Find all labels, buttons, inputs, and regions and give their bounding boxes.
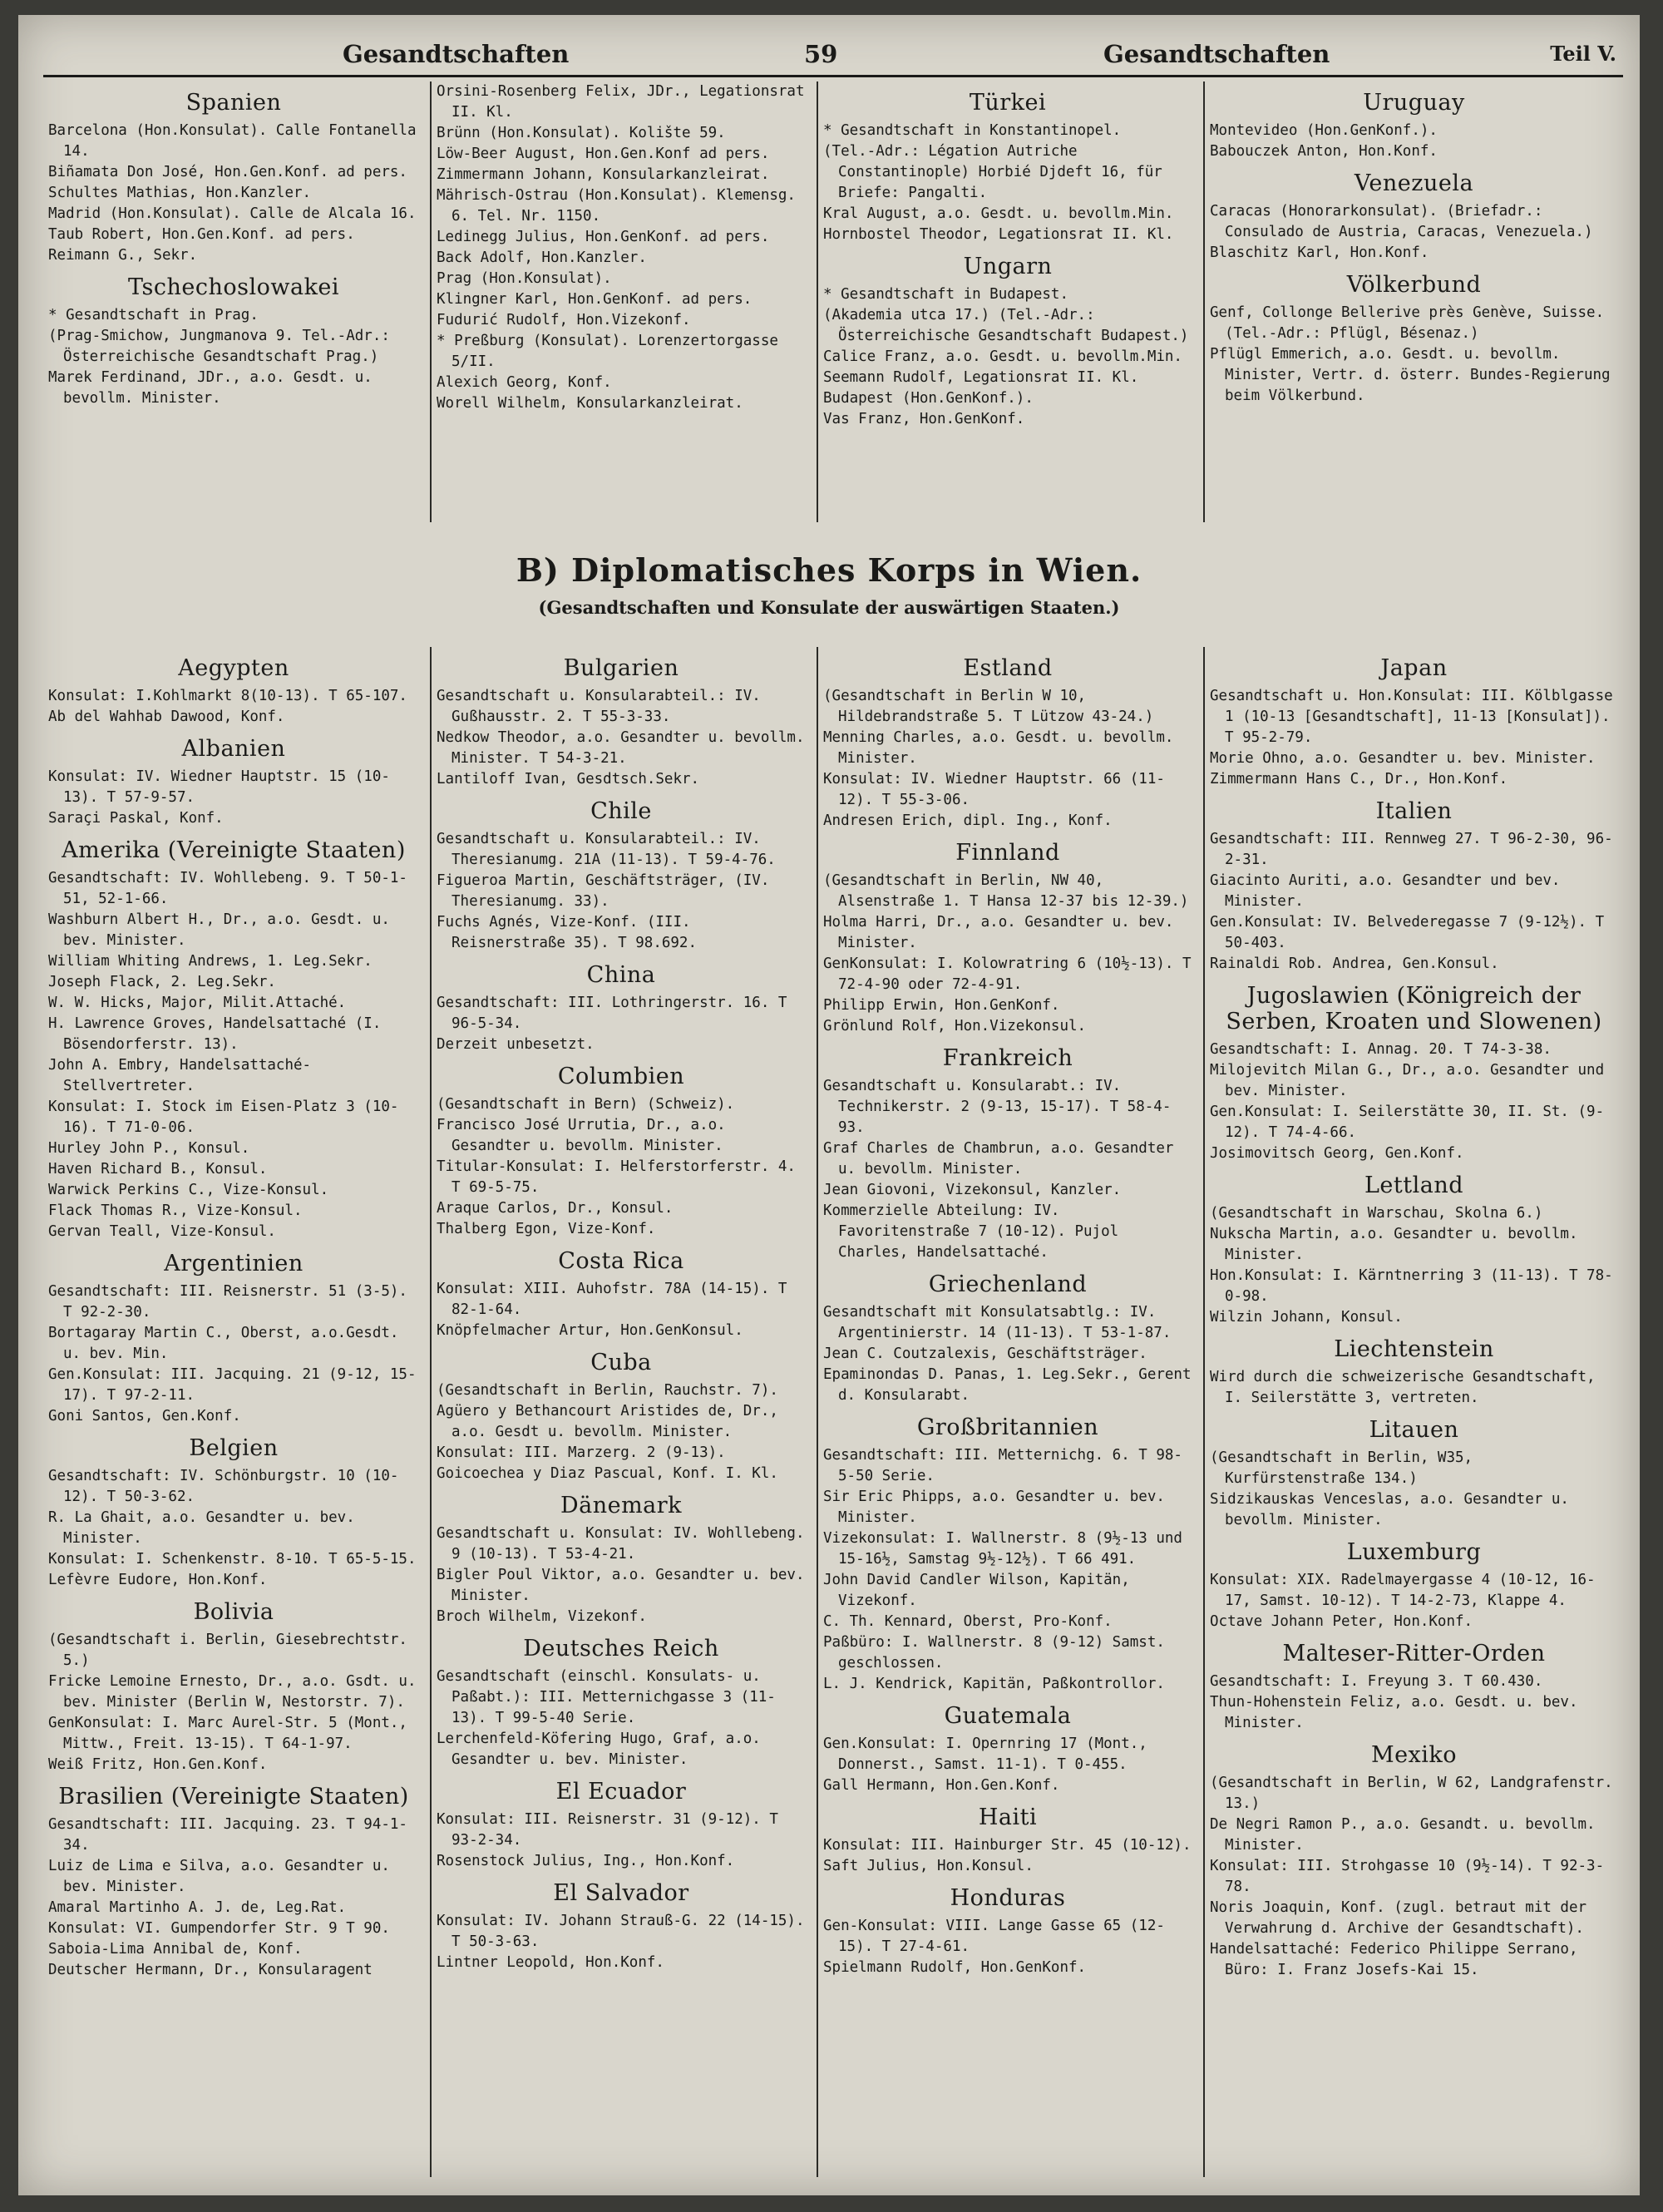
directory-entry: Gesandtschaft: III. Metternichg. 6. T 98-5-50 Serie. xyxy=(823,1447,1182,1484)
directory-entry: Genf, Collonge Bellerive près Genève, Suisse. (Tel.-Adr.: Pflügl, Bésenaz.) xyxy=(1210,304,1605,342)
directory-entry: Konsulat: I. Stock im Eisen-Platz 3 (10-16). T 71-0-06. xyxy=(48,1099,399,1136)
country-heading: Haiti xyxy=(978,1805,1038,1830)
directory-entry: Handelsattaché: Federico Philippe Serrano, Büro: I. Franz Josefs-Kai 15. xyxy=(1210,1941,1578,1978)
directory-entry: Bigler Poul Viktor, a.o. Gesandter u. bev. Minister. xyxy=(437,1567,805,1604)
directory-entry: Amaral Martinho A. J. de, Leg.Rat. xyxy=(48,1899,347,1916)
directory-entry: Budapest (Hon.GenKonf.). xyxy=(823,390,1034,407)
directory-entry: Andresen Erich, dipl. Ing., Konf. xyxy=(823,812,1113,829)
directory-entry: Gesandtschaft u. Konsularabteil.: IV. Gußhausstr. 2. T 55-3-33. xyxy=(437,688,761,725)
directory-entry: C. Th. Kennard, Oberst, Pro-Konf. xyxy=(823,1613,1113,1630)
country-heading: Albanien xyxy=(181,736,286,762)
directory-entry: Jean C. Coutzalexis, Geschäftsträger. xyxy=(823,1345,1147,1362)
directory-entry: Gen.Konsulat: I. Opernring 17 (Mont., Donnerst., Samst. 11-1). T 0-455. xyxy=(823,1736,1147,1773)
directory-entry: Konsulat: XIII. Auhofstr. 78A (14-15). T 82-1-64. xyxy=(437,1281,787,1318)
country-heading: Uruguay xyxy=(1363,90,1465,116)
directory-entry: Grönlund Rolf, Hon.Vizekonsul. xyxy=(823,1018,1087,1034)
bottom-column-3 xyxy=(817,647,1197,2177)
directory-page xyxy=(18,15,1640,2195)
directory-entry: * Preßburg (Konsulat). Lorenzertorgasse 5/II. xyxy=(437,333,778,370)
directory-entry: Reimann G., Sekr. xyxy=(48,247,198,264)
directory-entry: Lantiloff Ivan, Gesdtsch.Sekr. xyxy=(437,771,700,788)
top-column-1 xyxy=(43,81,424,522)
directory-entry: Ledinegg Julius, Hon.GenKonf. ad pers. xyxy=(437,229,770,245)
directory-entry: Calice Franz, a.o. Gesdt. u. bevollm.Min. xyxy=(823,348,1182,365)
top-column-2 xyxy=(430,81,811,522)
directory-entry: Epaminondas D. Panas, 1. Leg.Sekr., Gerent d. Konsularabt. xyxy=(823,1366,1192,1404)
directory-entry: Orsini-Rosenberg Felix, JDr., Legationsrat II. Kl. xyxy=(437,83,805,121)
country-heading: Guatemala xyxy=(944,1703,1072,1729)
directory-entry: William Whiting Andrews, 1. Leg.Sekr. xyxy=(48,953,373,970)
directory-entry: Deutscher Hermann, Dr., Konsularagent xyxy=(48,1962,373,1978)
bottom-column-4 xyxy=(1203,647,1623,2177)
directory-entry: Noris Joaquin, Konf. (zugl. betraut mit der Verwahrung d. Archive der Gesandtschaft). xyxy=(1210,1899,1587,1937)
directory-entry: Zimmermann Johann, Konsularkanzleirat. xyxy=(437,166,770,183)
page-number: 59 xyxy=(804,40,838,68)
directory-entry: (Gesandtschaft in Bern) (Schweiz). xyxy=(437,1096,735,1113)
directory-entry: Figueroa Martin, Geschäftsträger, (IV. Theresianumg. 33). xyxy=(437,872,770,910)
directory-entry: Sidzikauskas Venceslas, a.o. Gesandter u. bevollm. Minister. xyxy=(1210,1491,1569,1528)
directory-entry: Taub Robert, Hon.Gen.Konf. ad pers. xyxy=(48,226,355,243)
country-heading: Bulgarien xyxy=(563,655,679,681)
directory-entry: De Negri Ramon P., a.o. Gesandt. u. bevollm. Minister. xyxy=(1210,1816,1596,1854)
directory-entry: Jean Giovoni, Vizekonsul, Kanzler. xyxy=(823,1182,1122,1198)
directory-entry: Thalberg Egon, Vize-Konf. xyxy=(437,1221,656,1237)
directory-entry: Konsulat: III. Strohgasse 10 (9½-14). T 92-3-78. xyxy=(1210,1858,1605,1895)
directory-entry: Saboia-Lima Annibal de, Konf. xyxy=(48,1941,303,1958)
country-heading: Liechtenstein xyxy=(1334,1336,1494,1362)
country-heading: China xyxy=(586,962,656,988)
country-heading: Lettland xyxy=(1364,1173,1463,1198)
country-heading: Japan xyxy=(1380,655,1448,681)
directory-entry: Gesandtschaft u. Konsularabteil.: IV. Theresianumg. 21A (11-13). T 59-4-76. xyxy=(437,831,776,868)
directory-entry: (Gesandtschaft in Berlin, W35, Kurfürstenstraße 134.) xyxy=(1210,1449,1473,1487)
country-heading: Amerika (Vereinigte Staaten) xyxy=(62,837,406,863)
directory-entry: Ab del Wahhab Dawood, Konf. xyxy=(48,709,285,725)
directory-entry: Goicoechea y Diaz Pascual, Konf. I. Kl. xyxy=(437,1465,778,1482)
directory-entry: Schultes Mathias, Hon.Kanzler. xyxy=(48,185,312,201)
directory-entry: Blaschitz Karl, Hon.Konf. xyxy=(1210,244,1429,261)
directory-entry: Gesandtschaft u. Konsularabt.: IV. Technikerstr. 2 (9-13, 15-17). T 58-4-93. xyxy=(823,1078,1172,1136)
directory-entry: Joseph Flack, 2. Leg.Sekr. xyxy=(48,974,276,990)
directory-entry: Lefèvre Eudore, Hon.Konf. xyxy=(48,1572,268,1588)
directory-entry: Biñamata Don José, Hon.Gen.Konf. ad pers. xyxy=(48,164,407,180)
directory-entry: Zimmermann Hans C., Dr., Hon.Konf. xyxy=(1210,771,1508,788)
directory-entry: Prag (Hon.Konsulat). xyxy=(437,270,612,287)
top-column-4 xyxy=(1203,81,1623,522)
directory-entry: Paßbüro: I. Wallnerstr. 8 (9-12) Samst. geschlossen. xyxy=(823,1634,1165,1671)
directory-entry: Graf Charles de Chambrun, a.o. Gesandter u. bevollm. Minister. xyxy=(823,1140,1174,1178)
directory-entry: Gesandtschaft: I. Freyung 3. T 60.430. xyxy=(1210,1673,1543,1690)
directory-entry: John A. Embry, Handelsattaché-Stellvertreter. xyxy=(48,1057,312,1094)
directory-entry: Konsulat: IV. Wiedner Hauptstr. 15 (10-13). T 57-9-57. xyxy=(48,768,390,806)
directory-entry: Caracas (Honorarkonsulat). (Briefadr.: Consulado de Austria, Caracas, Venezuela.) xyxy=(1210,203,1593,240)
directory-entry: Babouczek Anton, Hon.Konf. xyxy=(1210,143,1438,160)
country-heading: Frankreich xyxy=(942,1045,1073,1071)
country-heading: Spanien xyxy=(185,90,282,116)
directory-entry: Konsulat: I.Kohlmarkt 8(10-13). T 65-107. xyxy=(48,688,407,704)
directory-entry: Pflügl Emmerich, a.o. Gesdt. u. bevollm. Minister, Vertr. d. österr. Bundes-Regierung beim Völkerbund. xyxy=(1210,346,1611,404)
directory-entry: Saft Julius, Hon.Konsul. xyxy=(823,1858,1034,1874)
directory-entry: Klingner Karl, Hon.GenKonf. ad pers. xyxy=(437,291,753,308)
directory-entry: Octave Johann Peter, Hon.Konf. xyxy=(1210,1613,1473,1630)
country-heading: El Ecuador xyxy=(555,1779,687,1805)
directory-entry: Kral August, a.o. Gesdt. u. bevollm.Min. xyxy=(823,205,1174,222)
directory-entry: Gesandtschaft (einschl. Konsulats- u. Paßabt.): III. Metternichgasse 3 (11-13). T 99-5-40 Serie. xyxy=(437,1668,776,1726)
country-heading: Columbien xyxy=(557,1064,685,1089)
main-title: B) Diplomatisches Korps in Wien. xyxy=(516,551,1142,589)
directory-entry: (Tel.-Adr.: Légation Autriche Constantinople) Horbié Djdeft 16, für Briefe: Pangalti. xyxy=(823,143,1162,201)
directory-entry: Agüero y Bethancourt Aristides de, Dr., a.o. Gesdt u. bevollm. Minister. xyxy=(437,1403,778,1440)
directory-entry: Giacinto Auriti, a.o. Gesandter und bev. Minister. xyxy=(1210,872,1561,910)
directory-entry: Mährisch-Ostrau (Hon.Konsulat). Klemensg. 6. Tel. Nr. 1150. xyxy=(437,187,796,225)
country-heading: Tschechoslowakei xyxy=(127,274,340,300)
directory-entry: GenKonsulat: I. Marc Aurel-Str. 5 (Mont., Mittw., Freit. 13-15). T 64-1-97. xyxy=(48,1715,407,1752)
directory-entry: Milojevitch Milan G., Dr., a.o. Gesandter und bev. Minister. xyxy=(1210,1062,1605,1099)
country-heading: Ungarn xyxy=(963,254,1053,279)
directory-entry: Gesandtschaft: III. Jacquing. 23. T 94-1-34. xyxy=(48,1816,407,1854)
directory-entry: * Gesandtschaft in Prag. xyxy=(48,307,259,323)
country-heading: El Salvador xyxy=(553,1880,689,1906)
directory-entry: Washburn Albert H., Dr., a.o. Gesdt. u. bev. Minister. xyxy=(48,911,390,949)
directory-entry: Gesandtschaft u. Hon.Konsulat: III. Kölblgasse 1 (10-13 [Gesandtschaft], 11-13 [Konsulat]). T 95-2-79. xyxy=(1210,688,1613,746)
country-heading: Belgien xyxy=(189,1435,279,1461)
directory-entry: Alexich Georg, Konf. xyxy=(437,374,612,391)
country-heading: Großbritannien xyxy=(916,1415,1099,1440)
directory-entry: Konsulat: IV. Wiedner Hauptstr. 66 (11-12). T 55-3-06. xyxy=(823,771,1165,808)
directory-entry: (Gesandtschaft in Berlin, NW 40, Alsenstraße 1. T Hansa 12-37 bis 12-39.) xyxy=(823,872,1189,910)
directory-entry: Francisco José Urrutia, Dr., a.o. Gesandter u. bevollm. Minister. xyxy=(437,1117,726,1154)
directory-entry: Gen-Konsulat: VIII. Lange Gasse 65 (12-15). T 27-4-61. xyxy=(823,1918,1165,1955)
directory-entry: Bortagaray Martin C., Oberst, a.o.Gesdt. u. bev. Min. xyxy=(48,1325,399,1362)
directory-entry: Barcelona (Hon.Konsulat). Calle Fontanella 14. xyxy=(48,122,417,160)
directory-entry: Gesandtschaft: III. Lothringerstr. 16. T 96-5-34. xyxy=(437,995,787,1032)
directory-entry: John David Candler Wilson, Kapitän, Vizekonf. xyxy=(823,1572,1130,1609)
top-section xyxy=(43,81,1623,522)
country-heading: Estland xyxy=(963,655,1053,681)
directory-entry: Gesandtschaft: III. Rennweg 27. T 96-2-30, 96-2-31. xyxy=(1210,831,1613,868)
directory-entry: Back Adolf, Hon.Kanzler. xyxy=(437,249,647,266)
header-part-label: Teil V. xyxy=(1550,42,1616,66)
directory-entry: Hornbostel Theodor, Legationsrat II. Kl. xyxy=(823,226,1174,243)
directory-entry: Marek Ferdinand, JDr., a.o. Gesdt. u. bevollm. Minister. xyxy=(48,369,373,407)
directory-entry: Vizekonsulat: I. Wallnerstr. 8 (9½-13 und 15-16½, Samstag 9½-12½). T 66 491. xyxy=(823,1530,1182,1568)
directory-entry: W. W. Hicks, Major, Milit.Attaché. xyxy=(48,995,347,1011)
directory-entry: (Gesandtschaft in Berlin, Rauchstr. 7). xyxy=(437,1382,778,1399)
directory-entry: Kommerzielle Abteilung: IV. Favoritenstraße 7 (10-12). Pujol Charles, Handelsattaché. xyxy=(823,1202,1119,1261)
bottom-column-2 xyxy=(430,647,811,2177)
header-left-title: Gesandtschaften xyxy=(343,40,570,68)
directory-entry: Konsulat: VI. Gumpendorfer Str. 9 T 90. xyxy=(48,1920,390,1937)
directory-entry: Gesandtschaft: III. Reisnerstr. 51 (3-5). T 92-2-30. xyxy=(48,1283,407,1321)
directory-entry: Worell Wilhelm, Konsularkanzleirat. xyxy=(437,395,743,412)
directory-entry: Konsulat: III. Hainburger Str. 45 (10-12). xyxy=(823,1837,1192,1854)
country-heading: Brasilien (Vereinigte Staaten) xyxy=(58,1784,409,1810)
directory-entry: Konsulat: I. Schenkenstr. 8-10. T 65-5-15. xyxy=(48,1551,417,1568)
directory-entry: Holma Harri, Dr., a.o. Gesandter u. bev. Minister. xyxy=(823,914,1174,951)
directory-entry: Luiz de Lima e Silva, a.o. Gesandter u. bev. Minister. xyxy=(48,1858,390,1895)
directory-entry: * Gesandtschaft in Konstantinopel. xyxy=(823,122,1122,139)
directory-entry: Konsulat: III. Reisnerstr. 31 (9-12). T 93-2-34. xyxy=(437,1811,778,1849)
country-heading: Türkei xyxy=(969,90,1047,116)
country-heading: Venezuela xyxy=(1354,170,1474,196)
directory-entry: Gesandtschaft: IV. Wohllebeng. 9. T 50-1-51, 52-1-66. xyxy=(48,870,407,907)
country-heading: Malteser-Ritter-Orden xyxy=(1282,1641,1546,1666)
directory-entry: Löw-Beer August, Hon.Gen.Konf ad pers. xyxy=(437,146,770,162)
page-header xyxy=(43,32,1623,77)
directory-entry: Derzeit unbesetzt. xyxy=(437,1036,595,1053)
directory-entry: Knöpfelmacher Artur, Hon.GenKonsul. xyxy=(437,1322,743,1339)
directory-entry: Goni Santos, Gen.Konf. xyxy=(48,1408,241,1424)
directory-entry: H. Lawrence Groves, Handelsattaché (I. Bösendorferstr. 13). xyxy=(48,1015,382,1053)
top-column-3 xyxy=(817,81,1197,522)
directory-entry: Broch Wilhelm, Vizekonf. xyxy=(437,1608,647,1625)
directory-entry: Madrid (Hon.Konsulat). Calle de Alcala 16. xyxy=(48,205,417,222)
header-right-title: Gesandtschaften xyxy=(1103,40,1330,68)
country-heading: Bolivia xyxy=(193,1599,274,1625)
bottom-column-1 xyxy=(43,647,424,2177)
directory-entry: Gervan Teall, Vize-Konsul. xyxy=(48,1223,276,1240)
directory-entry: Thun-Hohenstein Feliz, a.o. Gesdt. u. bev. Minister. xyxy=(1210,1694,1578,1731)
country-heading: Luxemburg xyxy=(1346,1539,1482,1565)
country-heading: Costa Rica xyxy=(558,1248,684,1274)
country-heading: Cuba xyxy=(590,1350,652,1375)
directory-entry: Flack Thomas R., Vize-Konsul. xyxy=(48,1202,303,1219)
directory-entry: Titular-Konsulat: I. Helferstorferstr. 4. T 69-5-75. xyxy=(437,1158,796,1196)
directory-entry: L. J. Kendrick, Kapitän, Paßkontrollor. xyxy=(823,1676,1165,1692)
directory-entry: * Gesandtschaft in Budapest. xyxy=(823,286,1069,303)
directory-entry: Rainaldi Rob. Andrea, Gen.Konsul. xyxy=(1210,955,1499,972)
directory-entry: Nedkow Theodor, a.o. Gesandter u. bevollm. Minister. T 54-3-21. xyxy=(437,729,805,767)
directory-entry: Fuchs Agnés, Vize-Konf. (III. Reisnerstraße 35). T 98.692. xyxy=(437,914,698,951)
directory-entry: Konsulat: IV. Johann Strauß-G. 22 (14-15). T 50-3-63. xyxy=(437,1913,805,1950)
directory-entry: Montevideo (Hon.GenKonf.). xyxy=(1210,122,1438,139)
directory-entry: Lerchenfeld-Köfering Hugo, Graf, a.o. Gesandter u. bev. Minister. xyxy=(437,1731,761,1768)
directory-entry: Wilzin Johann, Konsul. xyxy=(1210,1309,1403,1326)
directory-entry: Nukscha Martin, a.o. Gesandter u. bevollm. Minister. xyxy=(1210,1226,1578,1263)
country-heading: Finnland xyxy=(955,840,1060,866)
directory-entry: (Gesandtschaft i. Berlin, Giesebrechtstr. 5.) xyxy=(48,1632,407,1669)
directory-entry: Sir Eric Phipps, a.o. Gesandter u. bev. Minister. xyxy=(823,1489,1165,1526)
directory-entry: Saraçi Paskal, Konf. xyxy=(48,810,224,827)
directory-entry: Warwick Perkins C., Vize-Konsul. xyxy=(48,1182,329,1198)
directory-entry: Philipp Erwin, Hon.GenKonf. xyxy=(823,997,1060,1014)
directory-entry: (Prag-Smichow, Jungmanova 9. Tel.-Adr.: Österreichische Gesandtschaft Prag.) xyxy=(48,328,390,365)
country-heading: Griechenland xyxy=(928,1271,1088,1297)
directory-entry: Gesandtschaft u. Konsulat: IV. Wohllebeng. 9 (10-13). T 53-4-21. xyxy=(437,1525,805,1563)
directory-entry: (Gesandtschaft in Berlin W 10, Hildebrandstraße 5. T Lützow 43-24.) xyxy=(823,688,1154,725)
main-subtitle: (Gesandtschaften und Konsulate der auswärtigen Staaten.) xyxy=(538,597,1120,618)
directory-entry: Gall Hermann, Hon.Gen.Konf. xyxy=(823,1777,1060,1794)
directory-entry: Gen.Konsulat: III. Jacquing. 21 (9-12, 15-17). T 97-2-11. xyxy=(48,1366,417,1404)
directory-entry: Rosenstock Julius, Ing., Hon.Konf. xyxy=(437,1853,735,1869)
directory-entry: Gen.Konsulat: I. Seilerstätte 30, II. St. (9-12). T 74-4-66. xyxy=(1210,1104,1605,1141)
directory-entry: Fricke Lemoine Ernesto, Dr., a.o. Gsdt. u. bev. Minister (Berlin W, Nestorstr. 7). xyxy=(48,1673,417,1711)
country-heading: Honduras xyxy=(950,1885,1066,1911)
directory-entry: Seemann Rudolf, Legationsrat II. Kl. xyxy=(823,369,1139,386)
directory-entry: Josimovitsch Georg, Gen.Konf. xyxy=(1210,1145,1464,1162)
country-heading: Mexiko xyxy=(1370,1742,1458,1768)
bottom-section xyxy=(43,647,1623,2177)
country-heading: Dänemark xyxy=(560,1493,683,1518)
directory-entry: Gesandtschaft: I. Annag. 20. T 74-3-38. xyxy=(1210,1041,1552,1058)
directory-entry: Vas Franz, Hon.GenKonf. xyxy=(823,411,1025,427)
country-heading: Italien xyxy=(1375,798,1453,824)
directory-entry: Wird durch die schweizerische Gesandtschaft, I. Seilerstätte 3, vertreten. xyxy=(1210,1369,1596,1406)
directory-entry: Spielmann Rudolf, Hon.GenKonf. xyxy=(823,1959,1087,1976)
directory-entry: Haven Richard B., Konsul. xyxy=(48,1161,268,1178)
country-heading: Jugoslawien (Königreich der Serben, Kroaten und Slowenen) xyxy=(1226,983,1602,1034)
directory-entry: Hurley John P., Konsul. xyxy=(48,1140,250,1157)
directory-entry: Konsulat: XIX. Radelmayergasse 4 (10-12, 16-17, Samst. 10-12). T 14-2-73, Klappe 4. xyxy=(1210,1572,1596,1609)
directory-entry: Weiß Fritz, Hon.Gen.Konf. xyxy=(48,1756,268,1773)
directory-entry: Morie Ohno, a.o. Gesandter u. bev. Minister. xyxy=(1210,750,1596,767)
country-heading: Argentinien xyxy=(164,1251,303,1276)
directory-entry: GenKonsulat: I. Kolowratring 6 (10½-13). T 72-4-90 oder 72-4-91. xyxy=(823,955,1192,993)
directory-entry: (Gesandtschaft in Berlin, W 62, Landgrafenstr. 13.) xyxy=(1210,1775,1613,1812)
directory-entry: (Akademia utca 17.) (Tel.-Adr.: Österreichische Gesandtschaft Budapest.) xyxy=(823,307,1189,344)
directory-entry: Hon.Konsulat: I. Kärntnerring 3 (11-13). T 78-0-98. xyxy=(1210,1267,1613,1305)
directory-entry: Gesandtschaft mit Konsulatsabtlg.: IV. Argentinierstr. 14 (11-13). T 53-1-87. xyxy=(823,1304,1172,1341)
directory-entry: Menning Charles, a.o. Gesdt. u. bevollm. Minister. xyxy=(823,729,1174,767)
directory-entry: Fudurić Rudolf, Hon.Vizekonf. xyxy=(437,312,691,328)
country-heading: Aegypten xyxy=(178,655,289,681)
country-heading: Litauen xyxy=(1369,1417,1459,1443)
country-heading: Chile xyxy=(590,798,652,824)
directory-entry: Gen.Konsulat: IV. Belvederegasse 7 (9-12½). T 50-403. xyxy=(1210,914,1605,951)
country-heading: Völkerbund xyxy=(1346,272,1482,298)
directory-entry: Brünn (Hon.Konsulat). Kolište 59. xyxy=(437,125,726,141)
directory-entry: (Gesandtschaft in Warschau, Skolna 6.) xyxy=(1210,1205,1543,1222)
directory-entry: Lintner Leopold, Hon.Konf. xyxy=(437,1954,664,1971)
directory-entry: Araque Carlos, Dr., Konsul. xyxy=(437,1200,674,1217)
directory-entry: R. La Ghait, a.o. Gesandter u. bev. Minister. xyxy=(48,1509,355,1547)
directory-entry: Gesandtschaft: IV. Schönburgstr. 10 (10-12). T 50-3-62. xyxy=(48,1468,399,1505)
directory-entry: Konsulat: III. Marzerg. 2 (9-13). xyxy=(437,1444,726,1461)
country-heading: Deutsches Reich xyxy=(523,1636,719,1661)
